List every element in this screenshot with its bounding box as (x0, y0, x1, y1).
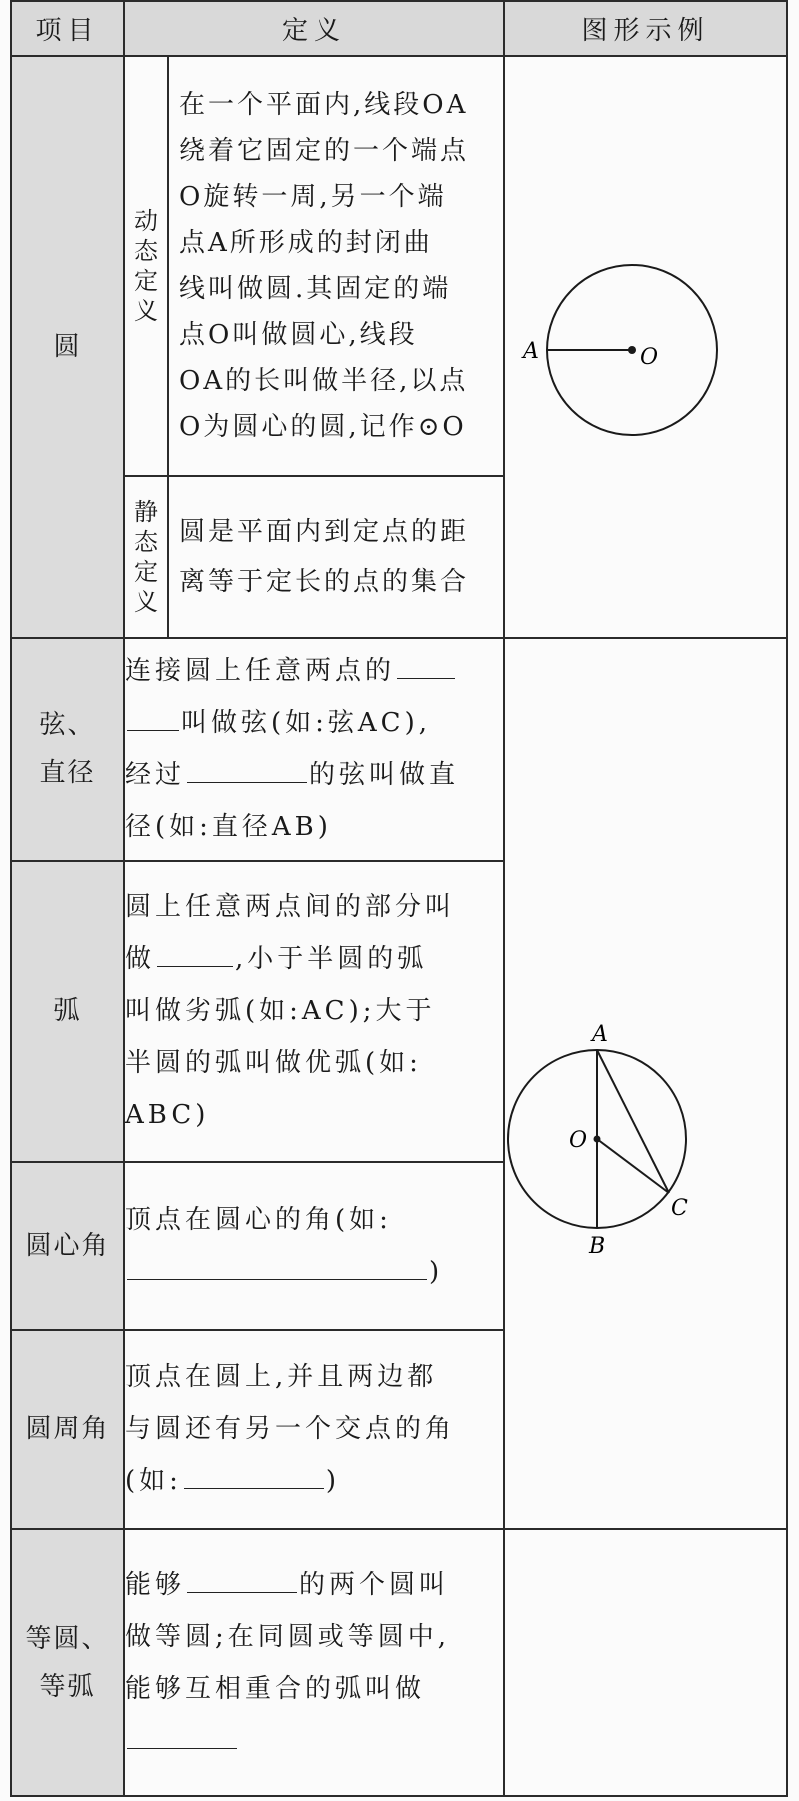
label-a: A (592, 1022, 608, 1048)
central-angle-definition (124, 1162, 504, 1330)
circle-radius-figure (505, 72, 788, 618)
def-line: 顶点在圆心的角(如: (125, 1204, 392, 1235)
item-inscribed-angle: 圆周角 (11, 1330, 124, 1530)
chord-definition (124, 638, 504, 861)
chord-text-3a: 经过 (125, 760, 186, 791)
item-line: 等圆、 (25, 1623, 110, 1654)
def-line: 能够互相重合的弧叫做 (125, 1673, 426, 1704)
def-line: 圆上任意两点间的部分叫 (125, 892, 456, 923)
def-line (125, 749, 503, 801)
def-line: 线叫做圆.其固定的端 (179, 273, 452, 304)
static-definition-label (124, 476, 168, 638)
def-line: 叫做劣弧(如:AC);大于 (125, 996, 436, 1027)
empty-figure-cell (504, 1529, 787, 1796)
def-line: 径(如:直径AB) (125, 812, 332, 843)
item-line: 弦、 (39, 710, 96, 741)
static-label-char: 定 (134, 557, 158, 586)
arc-figure-cell (504, 638, 787, 1530)
central-angle-blank[interactable] (127, 1253, 427, 1280)
chord-row (11, 638, 787, 861)
dynamic-label-char: 定 (134, 266, 158, 295)
circle-concepts-table (10, 0, 788, 1797)
def-line (125, 645, 503, 697)
def-line: 与圆还有另一个交点的角 (125, 1414, 456, 1445)
item-line: 直径 (39, 758, 96, 789)
chord-text-3b: 的弦叫做直 (309, 760, 460, 791)
dynamic-label-char: 义 (134, 296, 158, 325)
central-angle-close: ) (429, 1256, 444, 1287)
item-equal-circle-arc (11, 1529, 124, 1796)
def-line (125, 1246, 503, 1298)
center-point (594, 1136, 601, 1143)
arc-blank[interactable] (157, 940, 233, 967)
def-line: 做等圆;在同圆或等圆中, (125, 1621, 451, 1652)
equal-circle-row (11, 1529, 787, 1796)
equal-circle-definition (124, 1529, 504, 1796)
circle-row-dynamic (11, 56, 787, 476)
equal-blank-2[interactable] (127, 1722, 237, 1749)
header-figure: 图形示例 (504, 1, 787, 56)
static-label-char: 态 (134, 527, 158, 556)
chord-ac (597, 1050, 669, 1193)
def-line: ABC) (125, 1100, 210, 1131)
arc-definition (124, 861, 504, 1162)
inscribed-angle-figure (505, 661, 788, 1501)
dynamic-definition-text (168, 56, 504, 476)
arc-text-2b: ,小于半圆的弧 (235, 944, 428, 975)
def-line: 圆是平面内到定点的距 (179, 516, 470, 547)
def-line (125, 697, 503, 749)
equal-blank-1[interactable] (187, 1566, 297, 1593)
def-line: OA的长叫做半径,以点 (179, 365, 469, 396)
static-label-char: 静 (134, 497, 158, 526)
radius-oc (597, 1139, 669, 1193)
inscribed-open: (如: (125, 1466, 182, 1497)
header-definition: 定义 (124, 1, 504, 56)
def-line: 顶点在圆上,并且两边都 (125, 1362, 438, 1393)
def-line: 点A所形成的封闭曲 (179, 227, 433, 258)
header-item: 项目 (11, 1, 124, 56)
label-a: A (523, 338, 539, 364)
chord-blank-1[interactable] (397, 652, 455, 679)
def-line: 半圆的弧叫做优弧(如: (125, 1048, 422, 1079)
item-line: 等弧 (39, 1671, 96, 1702)
center-point (628, 346, 636, 354)
label-o: O (640, 344, 659, 370)
inscribed-close: ) (325, 1466, 341, 1497)
def-line: 点O叫做圆心,线段 (179, 319, 418, 350)
label-o: O (569, 1128, 588, 1154)
def-line: 绕着它固定的一个端点 (179, 135, 470, 166)
item-arc: 弧 (11, 861, 124, 1162)
dynamic-label-char: 动 (134, 206, 158, 235)
header-row (11, 1, 787, 56)
static-definition-text (168, 476, 504, 638)
chord-text-2: 叫做弦(如:弦AC), (181, 708, 431, 739)
dynamic-label-char: 态 (134, 236, 158, 265)
equal-text-1b: 的两个圆叫 (299, 1569, 450, 1600)
arc-text-2a: 做 (125, 944, 156, 975)
chord-blank-2[interactable] (187, 756, 307, 783)
def-line: O为圆心的圆,记作⊙O (179, 411, 467, 442)
inscribed-angle-definition (124, 1330, 504, 1530)
def-line (125, 933, 503, 985)
inscribed-angle-blank[interactable] (184, 1462, 324, 1489)
item-chord-diameter (11, 638, 124, 861)
def-line: O旋转一周,另一个端 (179, 181, 447, 212)
def-line: 离等于定长的点的集合 (179, 566, 470, 597)
chord-text-1: 连接圆上任意两点的 (125, 656, 396, 687)
def-line: 在一个平面内,线段OA (179, 89, 469, 120)
item-circle: 圆 (11, 56, 124, 638)
def-line (125, 1455, 503, 1507)
label-b: B (589, 1234, 606, 1260)
circle-figure-cell (504, 56, 787, 638)
def-line (125, 1559, 503, 1611)
item-central-angle: 圆心角 (11, 1162, 124, 1330)
dynamic-definition-label (124, 56, 168, 476)
def-line (125, 1715, 503, 1767)
static-label-char: 义 (134, 587, 158, 616)
chord-blank-1-cont[interactable] (127, 704, 179, 731)
label-c: C (671, 1196, 688, 1222)
equal-text-1a: 能够 (125, 1569, 186, 1600)
